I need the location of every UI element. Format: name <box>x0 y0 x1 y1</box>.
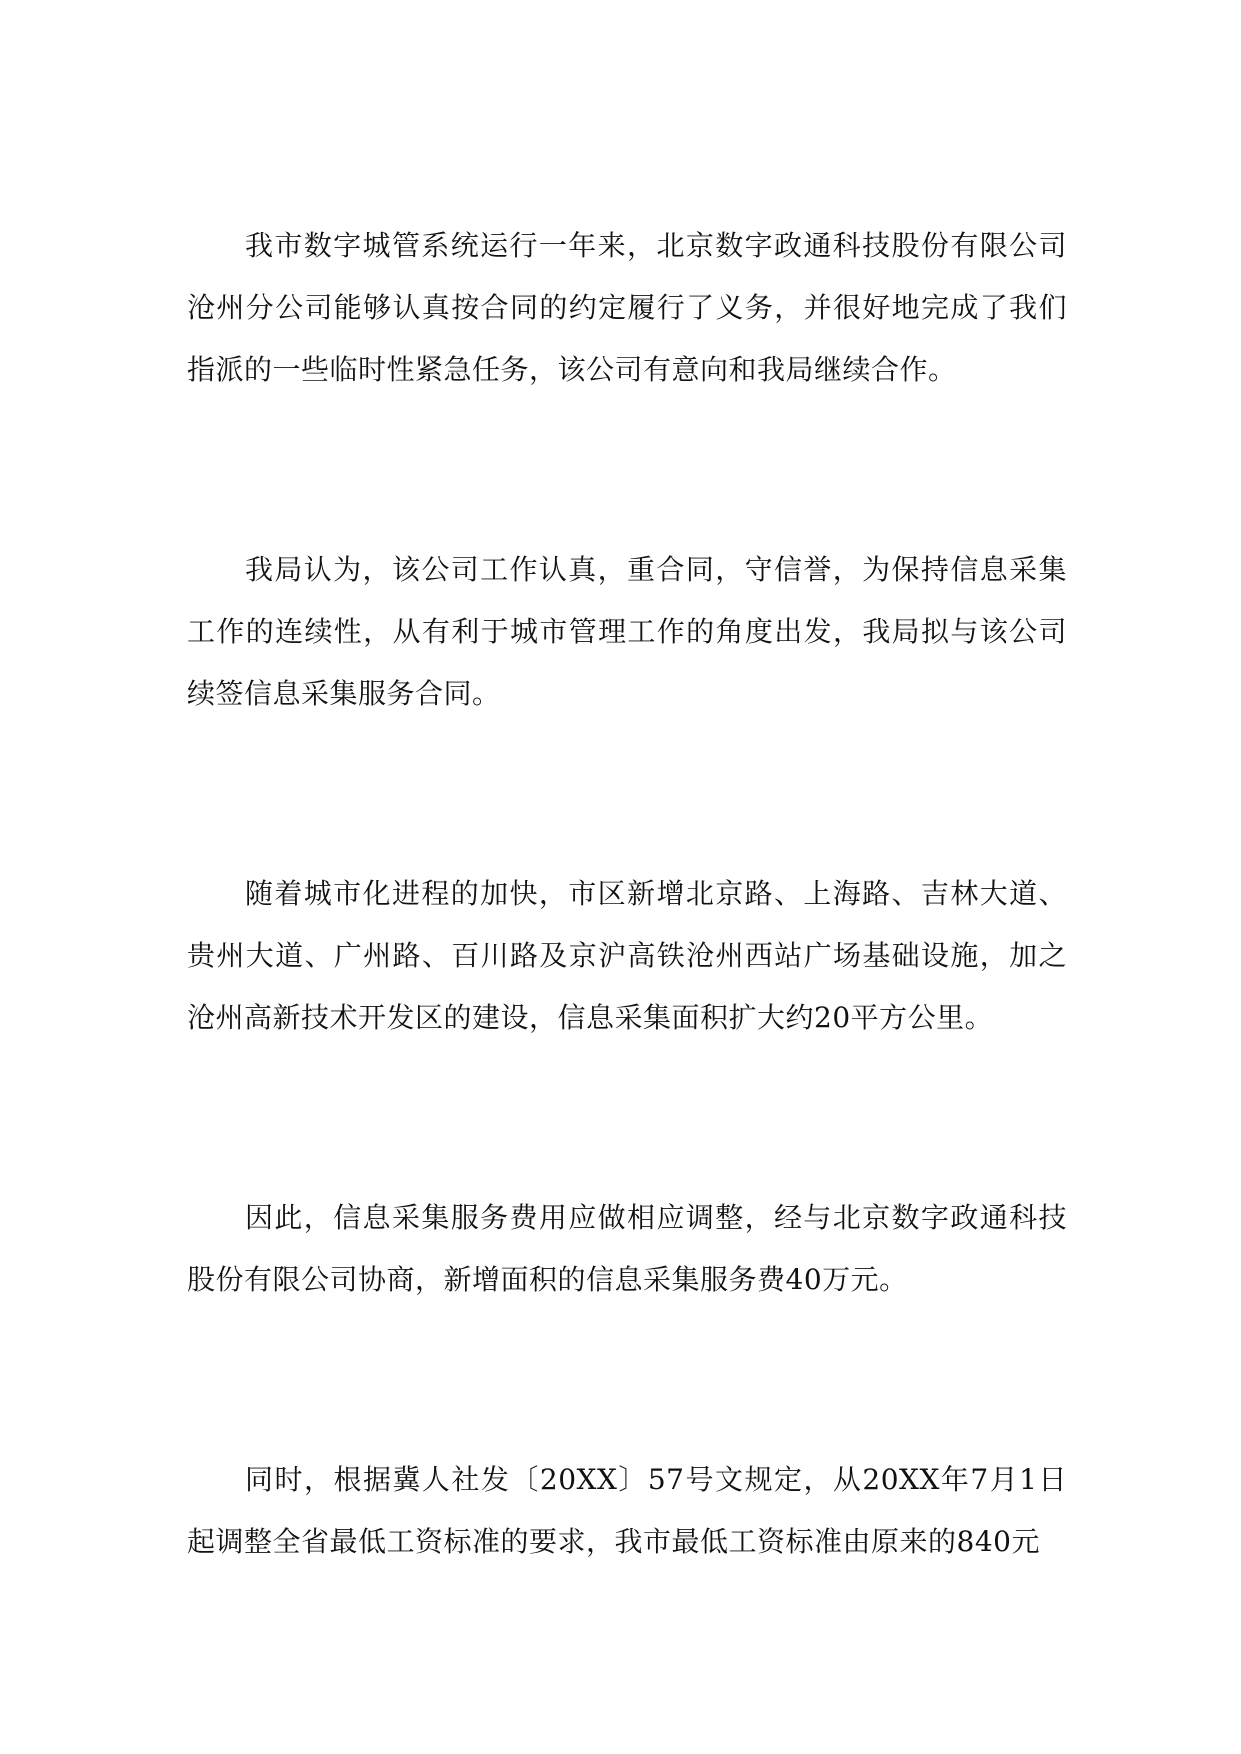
paragraph-3: 随着城市化进程的加快，市区新增北京路、上海路、吉林大道、贵州大道、广州路、百川路及京沪高铁沧州西站广场基础设施，加之沧州高新技术开发区的建设，信息采集面积扩大约20平方公里。 <box>187 877 1067 1034</box>
paragraph-4: 因此，信息采集服务费用应做相应调整，经与北京数字政通科技股份有限公司协商，新增面积的信息采集服务费40万元。 <box>187 1201 1067 1296</box>
paragraph-1: 我市数字城管系统运行一年来，北京数字政通科技股份有限公司沧州分公司能够认真按合同的约定履行了义务，并很好地完成了我们指派的一些临时性紧急任务，该公司有意向和我局继续合作。 <box>187 229 1067 386</box>
paragraph-2: 我局认为，该公司工作认真，重合同，守信誉，为保持信息采集工作的连续性，从有利于城市管理工作的角度出发，我局拟与该公司续签信息采集服务合同。 <box>187 553 1067 710</box>
paragraph-5: 同时，根据冀人社发〔20XX〕57号文规定，从20XX年7月1日起调整全省最低工资标准的要求，我市最低工资标准由原来的840元 <box>187 1463 1067 1558</box>
